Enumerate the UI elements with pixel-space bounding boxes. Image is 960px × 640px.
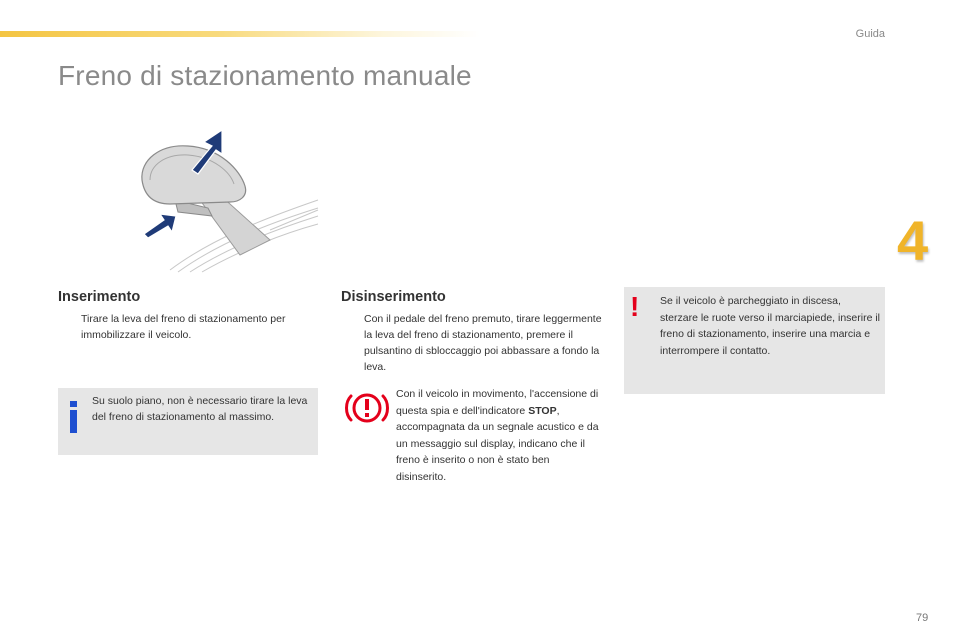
disinserimento-heading: Disinserimento	[341, 289, 446, 305]
info-note-text: Su suolo piano, non è necessario tirare la leva del freno di stazionamento al massimo.	[92, 395, 308, 423]
page-number: 79	[916, 612, 929, 624]
disinserimento-step-text: Con il pedale del freno premuto, tirare leggermente la leva del freno di stazionamento, premere il pulsantino di sbloccaggio poi abbassare a fondo la leva.	[364, 313, 602, 373]
parking-brake-lever-illustration	[130, 120, 320, 275]
brake-lamp-explanation	[396, 386, 602, 485]
info-icon	[68, 400, 80, 434]
chapter-number: 4	[897, 209, 929, 272]
stop-indicator-label: STOP	[528, 404, 557, 417]
page-title: Freno di stazionamento manuale	[58, 60, 472, 91]
header-accent-bar	[0, 31, 480, 37]
info-note-box	[58, 388, 318, 455]
lamp-text-part1: Con il veicolo in movimento, l'accensione di questa spia e dell'indicatore	[396, 388, 599, 417]
inserimento-step	[58, 311, 308, 343]
exclamation-icon: !	[630, 291, 640, 322]
push-button-arrow-icon	[144, 214, 176, 238]
section-label: Guida	[855, 28, 885, 40]
disinserimento-step	[341, 311, 603, 375]
warning-note-box	[624, 287, 885, 394]
inserimento-heading: Inserimento	[58, 289, 141, 305]
inserimento-step-text: Tirare la leva del freno di stazionamento per immobilizzare il veicolo.	[81, 313, 286, 341]
warning-note-text: Se il veicolo è parcheggiato in discesa, sterzare le ruote verso il marciapiede, inserire il freno di stazionamento, inserire una marcia e interrompere il contatto.	[660, 295, 881, 357]
lamp-text-part2: , accompagnata da un segnale acustico e da un messaggio sul display, indicano che il freno è inserito o non è stato ben disinserito.	[396, 404, 599, 483]
brake-warning-lamp-icon	[343, 390, 391, 426]
